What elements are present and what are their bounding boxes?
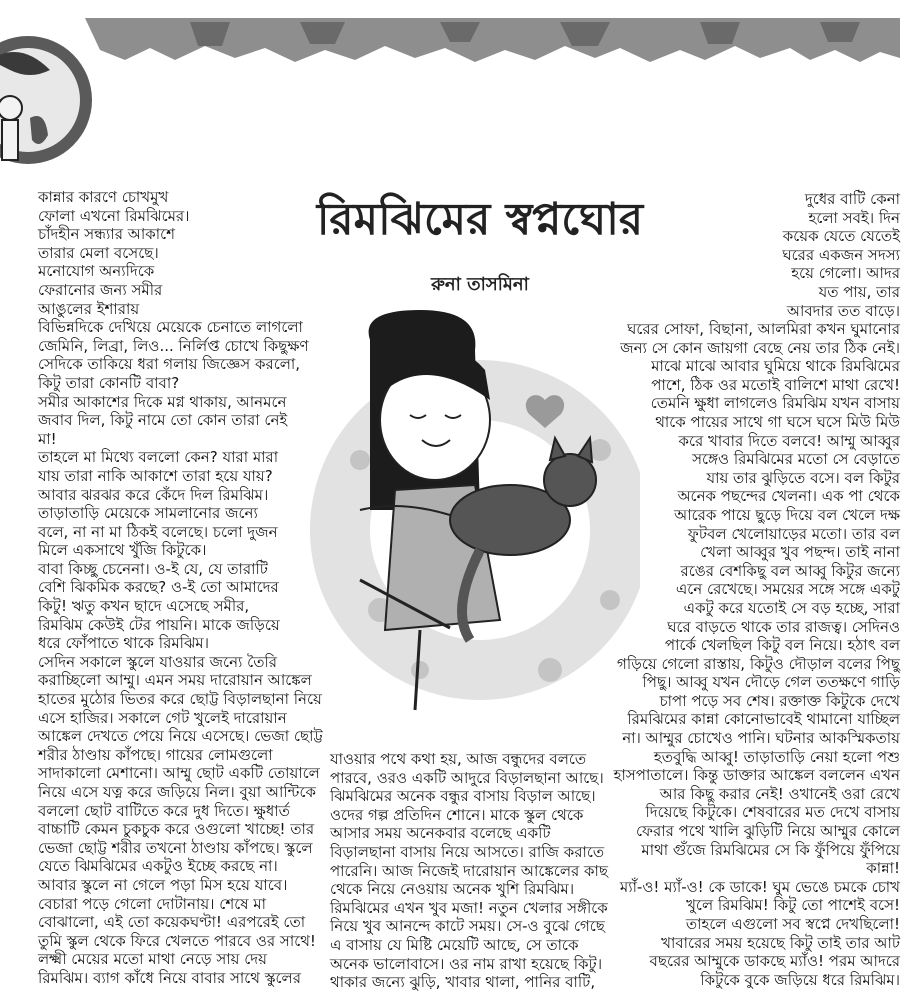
text-line: খাবারের সময় হয়েছে কিটু তাই তার আট bbox=[661, 933, 900, 952]
text-line: রিমঝিম। ব্যাগ কাঁধে নিয়ে বাবার সাথে স্কুলের bbox=[38, 968, 301, 987]
text-line: আবার স্কুলে না গেলে পড়া মিস হয়ে যাবে। bbox=[38, 875, 288, 894]
text-line: বছরের আম্মুকে ডাকছে ম্যাঁও! পরম আদরে bbox=[649, 952, 900, 971]
text-line: আসার সময় অনেকবার বলেছে একটি bbox=[330, 824, 551, 843]
text-line: জন্য সে কোন জায়গা বেছে নেয় তার ঠিক নেই। bbox=[620, 338, 900, 357]
text-line: নিয়ে এসে যত্ন করে জড়িয়ে নিল। বুয়া আন্টিকে bbox=[38, 783, 316, 801]
text-line: মনোযোগ অন্যদিকে bbox=[38, 262, 155, 281]
text-line: একটু করে যতোই সে বড় হচ্ছে, সারা bbox=[683, 598, 900, 617]
text-line: এনে রেখেছে। সময়ের সঙ্গে সঙ্গে একটু bbox=[675, 580, 900, 599]
text-line: আরেক পায়ে ছুড়ে দিয়ে বল খেলে দক্ষ bbox=[674, 505, 900, 524]
text-line: খুলে রিমঝিম! কিটু তো পাশেই বসে! bbox=[686, 896, 900, 915]
text-line: কিটুকে বুকে জড়িয়ে ধরে রিমঝিম। bbox=[700, 970, 900, 989]
text-line: হলো সবই। দিন bbox=[808, 208, 900, 227]
text-line: সাদাকালো মেশানো। আম্মু ছোট একটি তোয়ালে bbox=[38, 764, 320, 783]
text-line: ধরে ফোঁপাতে থাকে রিমঝিম। bbox=[38, 634, 209, 653]
text-line: কয়েক যেতে যেতেই bbox=[782, 227, 900, 246]
text-line: তাড়াতাড়ি মেয়েকে সামলানোর জন্যে bbox=[38, 504, 258, 523]
text-line: দিয়েছে কিটুকে। শেষবারের মত দেখে বাসায় bbox=[645, 803, 900, 822]
text-line: করাচ্ছিলো আম্মু। এমন সময় দারোয়ান আঙ্কেল bbox=[38, 671, 312, 690]
text-line: আবার ঝরঝর করে কেঁদে দিল রিমঝিম। bbox=[38, 485, 269, 504]
text-line: অনেক পছন্দের খেলনা। এক পা থেকে bbox=[677, 487, 900, 506]
text-line: ঘরে বাড়তে থাকে তার রাজত্ব। সেদিনও bbox=[667, 617, 900, 636]
text-line: মাঝে মাঝে আবার ঘুমিয়ে থাকে রিমঝিমের bbox=[651, 357, 900, 376]
text-line: আর কিছু করার নেই! ওখানেই ওরা রেখে bbox=[659, 784, 900, 803]
text-line: যায় তারা নাকি আকাশে তারা হয়ে যায়? bbox=[38, 466, 273, 485]
text-line: বাচ্চাটি কেমন চুকচুক করে ওগুলো খাচ্ছে! তার bbox=[38, 820, 315, 839]
text-line: ভেজা ছোট্ট শরীর তখনো ঠাণ্ডায় কাঁপছে। স্কুলে bbox=[38, 838, 313, 857]
text-line: তাহলে এগুলো সব স্বপ্নে দেখছিলো! bbox=[685, 915, 900, 933]
text-line: বিড়ালছানা বাসায় নিয়ে আসতে। রাজি করাতে bbox=[330, 842, 605, 861]
text-line: অনেক ভালোবাসে। ওর নাম রাখা হয়েছে কিটু। bbox=[330, 954, 603, 973]
text-line: ফোলা এখনো রিমঝিমের। bbox=[38, 206, 190, 225]
text-line: কান্না! bbox=[866, 859, 900, 878]
text-line: মিলে একসাথে খুঁজি কিটুকে। bbox=[38, 541, 207, 560]
story-title: রিমঝিমের স্বপ্নঘোর bbox=[316, 194, 644, 245]
text-line: চাপা পড়ে সব শেষ। রক্তাক্ত কিটুকে দেখে bbox=[659, 691, 900, 710]
text-line: থাকে পায়ের সাথে গা ঘসে ঘসে মিউ মিউ bbox=[655, 412, 900, 431]
text-line: ঝিমঝিমের অনেক বন্ধুর বাসায় বিড়াল আছে। bbox=[330, 787, 596, 806]
text-line: ফেরার পথে খালি ঝুড়িটি নিয়ে আম্মুর কোলে bbox=[635, 822, 900, 841]
text-line: তাহলে মা মিথ্যে বললো কেন? যারা মারা bbox=[38, 448, 279, 467]
text-line: তারার মেলা বসেছে। bbox=[38, 243, 159, 262]
text-line: না। আম্মুর চোখেও পানি। ঘটনার আকস্মিকতায় bbox=[622, 729, 900, 748]
text-line: চাঁদহীন সন্ধ্যার আকাশে bbox=[38, 225, 175, 244]
text-line: পারবে, ওরও একটি আদুরে বিড়ালছানা আছে। bbox=[330, 768, 604, 787]
text-line: সেদিকে তাকিয়ে ধরা গলায় জিজ্ঞেস করলো, bbox=[38, 355, 301, 374]
left-column-text bbox=[38, 188, 343, 988]
text-line: ফুটবল খেলোয়াড়ের মতো। তার বল bbox=[687, 524, 900, 543]
text-line: দুধের বাটি কেনা bbox=[804, 190, 900, 208]
middle-column-text bbox=[330, 750, 615, 992]
text-line: যত পায়, তার bbox=[818, 282, 900, 301]
text-line: বলে, না না মা ঠিকই বলেছে। চলো দুজন bbox=[38, 522, 278, 541]
text-line: বললো ছোট বাটিতে করে দুধ দিতে। ক্ষুধার্ত bbox=[38, 801, 290, 820]
right-column-top-text bbox=[760, 190, 900, 320]
header-banner bbox=[0, 0, 906, 190]
text-line: থাকার জন্যে ঝুড়ি, খাবার থালা, পানির বাটি, bbox=[330, 973, 596, 992]
text-line: পাশে, ঠিক ওর মতোই বালিশে মাথা রেখে! bbox=[651, 375, 900, 394]
girl-hugging-cat-illustration bbox=[300, 310, 640, 730]
text-line: মা! bbox=[38, 429, 57, 448]
text-line: তুমি স্কুল থেকে ফিরে খেলতে পারবে ওর সাথে! bbox=[38, 931, 316, 950]
text-line: রঙের বেশকিছু বল আব্বু কিটুর জন্যে bbox=[680, 561, 900, 580]
text-line: লক্ষ্মী মেয়ের মতো মাথা নেড়ে সায় দেয় bbox=[38, 950, 268, 969]
text-line: হয়ে গেলো। আদর bbox=[791, 264, 900, 283]
text-line: এ বাসায় যে মিষ্টি মেয়েটি আছে, সে তাকে bbox=[330, 935, 579, 954]
text-line: করে খাবার দিতে বলবে! আম্মু আব্বুর bbox=[678, 431, 900, 450]
right-column-text bbox=[600, 320, 900, 989]
text-line: যাওয়ার পথে কথা হয়, আজ বন্ধুদের বলতে bbox=[330, 750, 587, 768]
text-line: আবদার তত বাড়ে। bbox=[786, 301, 900, 320]
text-line: রিমঝিমের এখন খুব মজা! নতুন খেলার সঙ্গীকে bbox=[330, 898, 608, 917]
text-line: মাথা গুঁজে রিমঝিমের সে কি ফুঁপিয়ে ফুঁপিয়ে bbox=[641, 840, 900, 859]
text-line: বেচারা পড়ে গেলো দোটানায়। শেষে মা bbox=[38, 894, 266, 913]
text-line: কিটু তারা কোনটি বাবা? bbox=[38, 373, 180, 392]
text-line: হাসপাতালে। কিন্তু ডাক্তার আঙ্কেল বললেন এখন bbox=[613, 766, 900, 785]
text-line: বেশি ঝিকমিক করছে? ও-ই তো আমাদের bbox=[38, 578, 279, 597]
text-line: শরীর ঠাণ্ডায় কাঁপছে। গায়ের লোমগুলো bbox=[38, 745, 273, 764]
text-line: নিয়ে খুব আনন্দে কাটে সময়। সে-ও বুঝে গেছে bbox=[330, 917, 605, 936]
text-line: সঙ্গেও রিমঝিমের মতো সে বেড়াতে bbox=[692, 450, 900, 469]
text-line: থেকে নিয়ে নেওয়ায় অনেক খুশি রিমঝিম। bbox=[330, 880, 575, 899]
text-line: সেদিন সকালে স্কুলে যাওয়ার জন্যে তৈরি bbox=[38, 652, 278, 671]
story-author: রুনা তাসমিনা bbox=[431, 274, 529, 295]
text-line: পারেনি। আজ নিজেই দারোয়ান আঙ্কেলের কাছ bbox=[330, 861, 608, 880]
text-line: বাবা কিচ্ছু চেনেনা। ও-ই যে, যে তারাটি bbox=[38, 559, 268, 578]
text-line: পিছু। আব্বু যখন দৌড়ে গেল ততক্ষণে গাড়ি bbox=[642, 673, 900, 692]
text-line: বিভিন্নদিকে দেখিয়ে মেয়েকে চেনাতে লাগলো bbox=[38, 318, 303, 337]
text-line: জবাব দিল, কিটু নামে তো কোন তারা নেই bbox=[38, 411, 288, 430]
text-line: ফেরানোর জন্য সমীর bbox=[38, 280, 163, 299]
text-line: কিটু! ঋতু কখন ছাদে এসেছে সমীর, bbox=[38, 597, 250, 616]
text-line: বোঝালো, এই তো কয়েকঘণ্টা! এরপরেই তো bbox=[38, 913, 306, 932]
text-line: ঘরের একজন সদস্য bbox=[782, 245, 900, 264]
text-line: আঙুলের ইশারায় bbox=[38, 299, 140, 318]
text-line: যেতে ঝিমঝিমের একটুও ইচ্ছে করছে না। bbox=[38, 857, 278, 876]
text-line: গড়িয়ে গেলো রাস্তায়, কিটুও দৌড়াল বলের পিছু bbox=[617, 654, 900, 673]
text-line: ঘরের সোফা, বিছানা, আলমিরা কখন ঘুমানোর bbox=[627, 320, 900, 338]
text-line: খেলা আব্বুর খুব পছন্দ। তাই নানা bbox=[700, 543, 900, 562]
text-line: জেমিনি, লিব্রা, লিও... নির্লিপ্ত চোখে কিছুক্ষণ bbox=[38, 336, 309, 355]
text-line: হতবুদ্ধি আব্বু! তাড়াতাড়ি নেয়া হলো পশু bbox=[653, 747, 900, 766]
text-line: তেমনি ক্ষুধা লাগলেও রিমঝিম যখন বাসায় bbox=[650, 394, 900, 413]
text-line: ম্যাঁ-ও! ম্যাঁ-ও! কে ডাকে! ঘুম ভেঙে চমকে চোখ bbox=[619, 877, 900, 896]
text-line: এসে হাজির। সকালে গেট খুলেই দারোয়ান bbox=[38, 708, 287, 727]
text-line: হাতের মুঠোর ভিতর করে ছোট্ট বিড়ালছানা নিয়ে bbox=[38, 690, 322, 709]
text-line: কান্নার কারণে চোখমুখ bbox=[38, 188, 169, 206]
text-line: রিমঝিম কেউই টের পায়নি। মাকে জড়িয়ে bbox=[38, 615, 280, 634]
text-line: আঙ্কেল দেখতে পেয়ে নিয়ে এসেছে। ভেজা ছোট্ট bbox=[38, 727, 323, 746]
text-line: রিমঝিমের কান্না কোনোভাবেই থামানো যাচ্ছিল bbox=[627, 710, 900, 729]
text-line: যায় তার ঝুড়িতে বসে। বল কিটুর bbox=[706, 468, 900, 487]
text-line: সমীর আকাশের দিকে মগ্ন থাকায়, আনমনে bbox=[38, 392, 287, 411]
text-line: পার্কে খেলছিল কিটু বল নিয়ে। হঠাৎ বল bbox=[664, 636, 900, 655]
text-line: ওদের গল্প প্রতিদিন শোনে। মাকে স্কুল থেকে bbox=[330, 805, 584, 824]
